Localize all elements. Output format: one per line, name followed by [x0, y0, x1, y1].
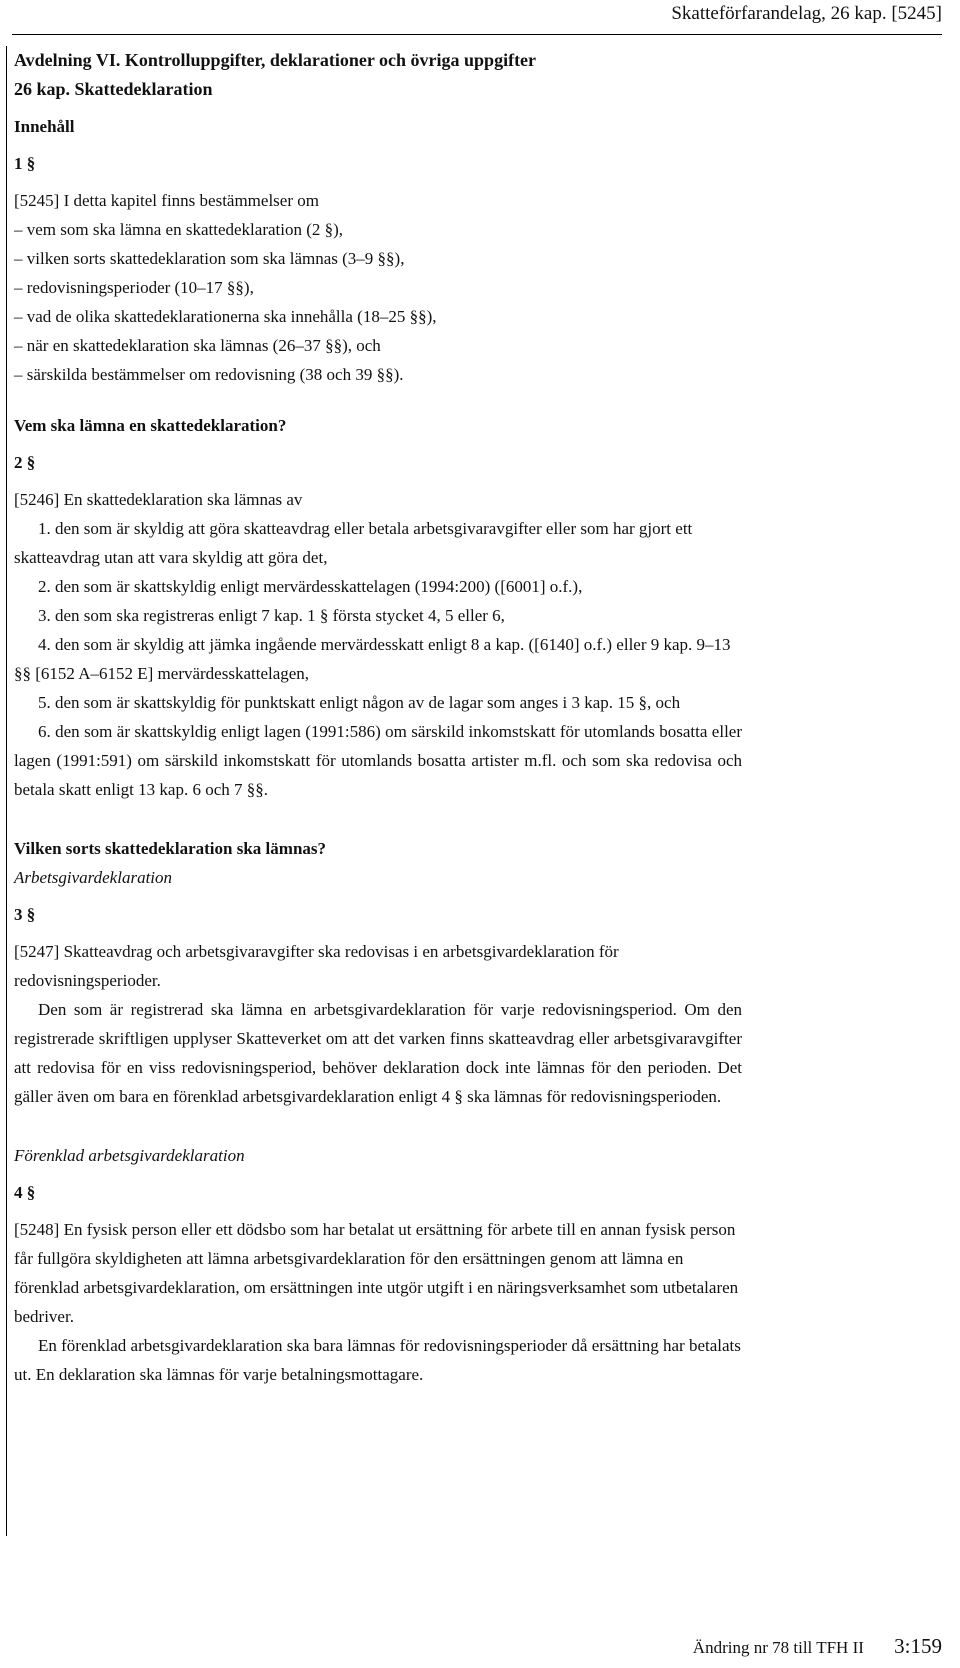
numbered-item: 2. den som är skattskyldig enligt mervärdesskattelagen (1994:200) ([6001] o.f.),: [38, 577, 583, 596]
numbered-item: 3. den som ska registreras enligt 7 kap. 1 § första stycket 4, 5 eller 6,: [38, 606, 505, 625]
list-item: – särskilda bestämmelser om redovisning (38 och 39 §§).: [14, 365, 404, 384]
list-item: – när en skattedeklaration ska lämnas (26–37 §§), och: [14, 336, 381, 355]
document-body: [14, 46, 742, 1389]
numbered-item: 6. den som är skattskyldig enligt lagen (1991:586) om särskild inkomstskatt för utomlands bosatta eller lagen (1991:591) om särskild inkomstskatt för utomlands bosatta artister m.fl. och som ska redovisa och betala skatt enligt 13 kap. 6 och 7 §§.: [14, 722, 742, 799]
running-head-text: Skatteförfarandelag, 26 kap. [5245]: [671, 3, 942, 24]
running-header: [12, 0, 942, 35]
innehall-heading: Innehåll: [14, 117, 75, 136]
vem-heading: Vem ska lämna en skattedeklaration?: [14, 416, 287, 435]
numbered-item: 4. den som är skyldig att jämka ingående mervärdesskatt enligt 8 a kap. ([6140] o.f.) eller 9 kap. 9–13 §§ [6152 A–6152 E] mervärdesskattelagen,: [14, 635, 731, 683]
section-3-para-1: [5247] Skatteavdrag och arbetsgivaravgifter ska redovisas i en arbetsgivardeklaration för redovisningsperioder.: [14, 942, 619, 990]
edition-note: Ändring nr 78 till TFH II: [692, 1638, 864, 1657]
list-item: – vilken sorts skattedeklaration som ska lämnas (3–9 §§),: [14, 249, 405, 268]
vilken-heading: Vilken sorts skattedeklaration ska lämnas?: [14, 839, 327, 858]
section-4-para-2: En förenklad arbetsgivardeklaration ska bara lämnas för redovisningsperioder då ersättning har betalats ut. En deklaration ska lämnas för varje betalningsmottagare.: [14, 1336, 741, 1384]
section-2-number: 2 §: [14, 453, 36, 472]
page-footer: [642, 1626, 942, 1666]
section-4-number: 4 §: [14, 1183, 36, 1202]
margin-rule: [6, 46, 7, 1536]
numbered-item: 1. den som är skyldig att göra skatteavdrag eller betala arbetsgivaravgifter eller som har gjort ett skatteavdrag utan att vara skyldig att göra det,: [14, 519, 693, 567]
list-item: – redovisningsperioder (10–17 §§),: [14, 278, 254, 297]
list-item: – vem som ska lämna en skattedeklaration (2 §),: [14, 220, 344, 239]
arbetsgivardeklaration-subheading: Arbetsgivardeklaration: [14, 868, 173, 887]
chapter-title: 26 kap. Skattedeklaration: [14, 79, 213, 99]
division-title: Avdelning VI. Kontrolluppgifter, deklarationer och övriga uppgifter: [14, 50, 537, 70]
section-3-para-2: Den som är registrerad ska lämna en arbetsgivardeklaration för varje redovisningsperiod. Om den registrerade skriftligen upplyser Skatteverket om att det varken finns skatteavdrag eller arbetsgivaravgifter att redovisa för en viss redovisningsperiod, behöver deklaration dock inte lämnas för den perioden. Det gäller även om bara en förenklad arbetsgivardeklaration enligt 4 § ska lämnas för redovisningsperioden.: [14, 1000, 742, 1106]
numbered-item: 5. den som är skattskyldig för punktskatt enligt någon av de lagar som anges i 3 kap. 15 §, och: [38, 693, 681, 712]
page-number: 3:159: [894, 1634, 942, 1658]
section-4-para-1: [5248] En fysisk person eller ett dödsbo som har betalat ut ersättning för arbete till en annan fysisk person får fullgöra skyldigheten att lämna arbetsgivardeklaration för den ersättningen genom att lämna en förenklad arbetsgivardeklaration, om ersättningen inte utgör utgift i en näringsverksamhet som utbetalaren bedriver.: [14, 1220, 739, 1326]
list-item: – vad de olika skattedeklarationerna ska innehålla (18–25 §§),: [14, 307, 437, 326]
forenklad-subheading: Förenklad arbetsgivardeklaration: [14, 1146, 245, 1165]
section-2-intro: [5246] En skattedeklaration ska lämnas av: [14, 490, 303, 509]
section-1-intro: [5245] I detta kapitel finns bestämmelser om: [14, 191, 319, 210]
section-3-number: 3 §: [14, 905, 36, 924]
section-1-number: 1 §: [14, 154, 36, 173]
